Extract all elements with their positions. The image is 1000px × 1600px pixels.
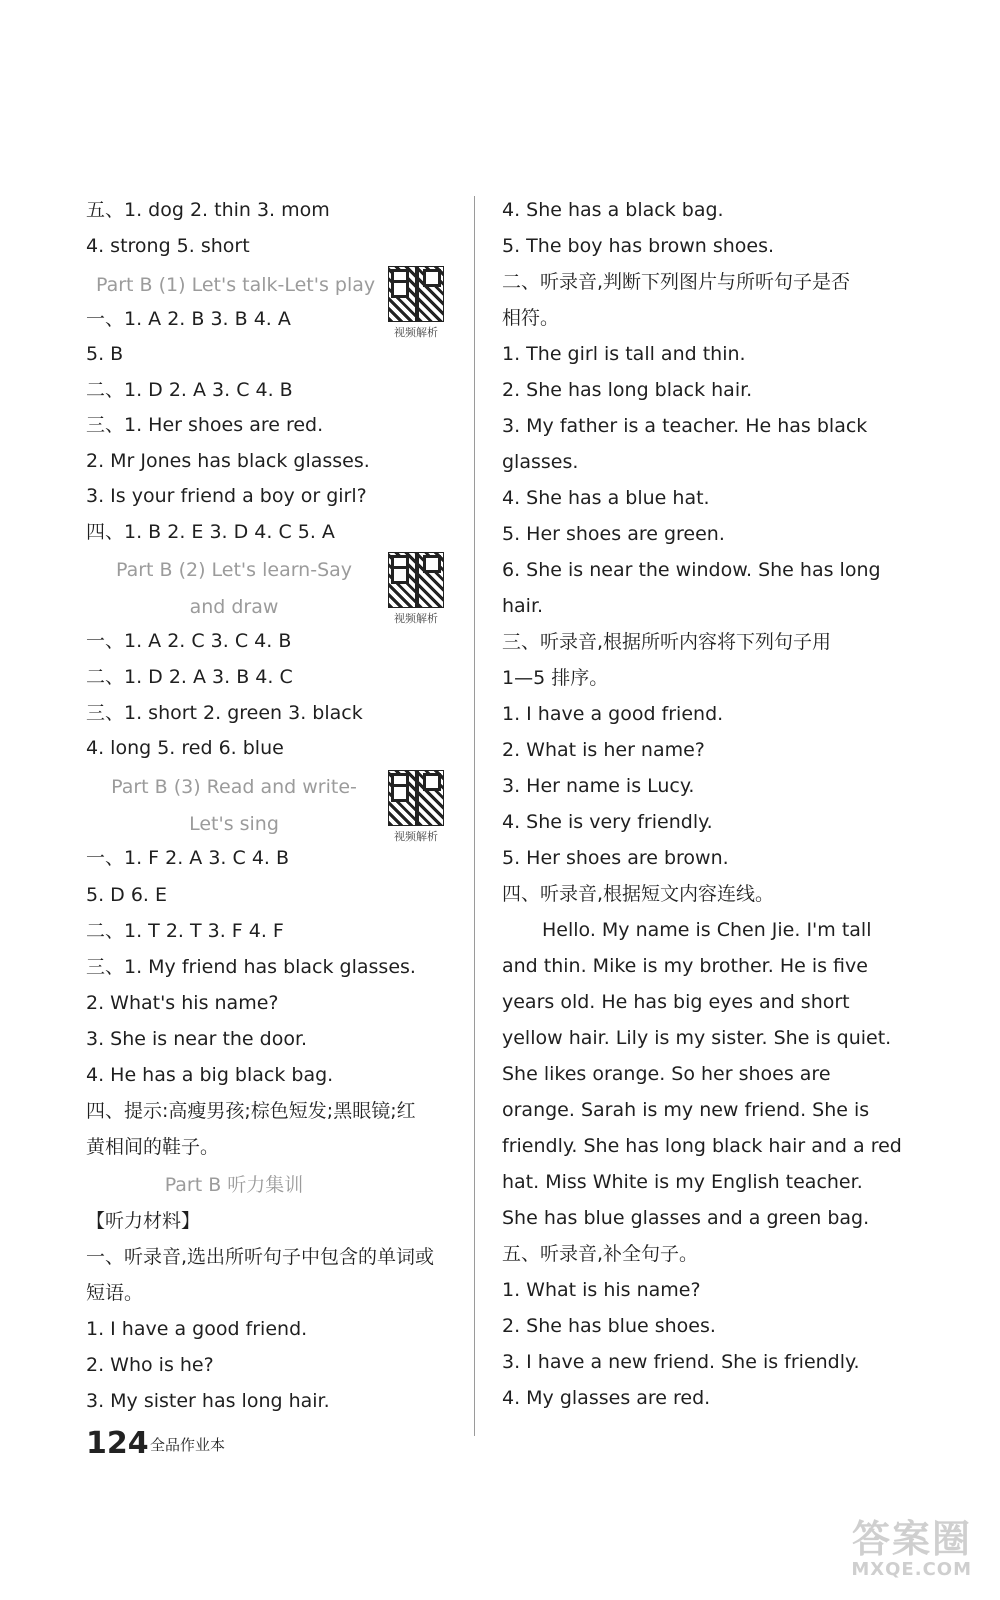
watermark-site: MXQE.COM [851, 1559, 972, 1580]
passage-line: hat. Miss White is my English teacher. [502, 1171, 863, 1193]
answer-line: 2. What's his name? [86, 992, 279, 1014]
text-line: 6. She is near the window. She has long [502, 559, 881, 581]
text-line: 5. Her shoes are green. [502, 523, 725, 545]
passage-line: She has blue glasses and a green bag. [502, 1207, 870, 1229]
answer-line: 三、1. Her shoes are red. [86, 414, 324, 436]
qr-code-icon[interactable] [388, 770, 444, 846]
qr-code-icon[interactable] [388, 266, 444, 342]
answer-line: 4. He has a big black bag. [86, 1064, 334, 1086]
text-line: 1. What is his name? [502, 1279, 701, 1301]
passage-line: orange. Sarah is my new friend. She is [502, 1099, 870, 1121]
answer-line: 二、1. D 2. A 3. B 4. C [86, 666, 293, 688]
text-line: 5. The boy has brown shoes. [502, 235, 775, 257]
passage-line: She likes orange. So her shoes are [502, 1063, 831, 1085]
section-heading-partb3: Part B (3) Read and write- [111, 776, 357, 798]
text-line: 3. I have a new friend. She is friendly. [502, 1351, 860, 1373]
question-line: 四、听录音,根据短文内容连线。 [502, 883, 775, 905]
section-heading-partb1: Part B (1) Let's talk-Let's play [96, 274, 376, 296]
section-heading-listening: Part B 听力集训 [164, 1174, 304, 1196]
section-heading-partb2-cont: and draw [189, 596, 279, 618]
question-line: 五、听录音,补全句子。 [502, 1243, 699, 1265]
text-line: 4. She is very friendly. [502, 811, 713, 833]
question-line: 相符。 [502, 307, 560, 329]
answer-line: 3. She is near the door. [86, 1028, 308, 1050]
text-line: 2. She has long black hair. [502, 379, 753, 401]
text-line: 2. What is her name? [502, 739, 705, 761]
answer-line: 4. long 5. red 6. blue [86, 737, 284, 759]
text-line: 4. My glasses are red. [502, 1387, 711, 1409]
section-heading-partb2: Part B (2) Let's learn-Say [115, 559, 353, 581]
answer-line: 二、1. T 2. T 3. F 4. F [86, 920, 284, 942]
watermark-logo [812, 1518, 972, 1582]
passage-line: friendly. She has long black hair and a red [502, 1135, 902, 1157]
passage-line: yellow hair. Lily is my sister. She is quiet. [502, 1027, 892, 1049]
watermark-main: 答案圈 [851, 1517, 972, 1561]
text-line: 4. She has a black bag. [502, 199, 724, 221]
answer-line: 二、1. D 2. A 3. C 4. B [86, 379, 293, 401]
answer-line: 一、1. F 2. A 3. C 4. B [86, 847, 290, 869]
question-line: 三、听录音,根据所听内容将下列句子用 [502, 631, 832, 653]
qr-label: 视频解析 [394, 326, 438, 339]
answer-line: 5. D 6. E [86, 884, 168, 906]
passage-line: and thin. Mike is my brother. He is five [502, 955, 868, 977]
answer-line: 黄相间的鞋子。 [86, 1136, 220, 1158]
text-line: hair. [502, 595, 544, 617]
brand-label: 全品作业本 [150, 1436, 226, 1454]
answer-line: 3. Is your friend a boy or girl? [86, 485, 367, 507]
answer-line: 一、1. A 2. C 3. C 4. B [86, 630, 292, 652]
text-line: 1. The girl is tall and thin. [502, 343, 746, 365]
answer-line: 四、1. B 2. E 3. D 4. C 5. A [86, 521, 335, 543]
answer-line: 2. Who is he? [86, 1354, 214, 1376]
listening-material-label: 【听力材料】 [86, 1210, 201, 1232]
question-line: 二、听录音,判断下列图片与所听句子是否 [502, 271, 851, 293]
answer-line: 1. I have a good friend. [86, 1318, 308, 1340]
answer-line: 四、提示:高瘦男孩;棕色短发;黑眼镜;红 [86, 1100, 416, 1122]
page-number: 124 [86, 1426, 149, 1461]
text-line: glasses. [502, 451, 579, 473]
column-divider [474, 196, 475, 1436]
answer-line: 一、1. A 2. B 3. B 4. A [86, 308, 291, 330]
qr-label: 视频解析 [394, 612, 438, 625]
answer-line: 五、1. dog 2. thin 3. mom [86, 199, 330, 221]
text-line: 3. Her name is Lucy. [502, 775, 695, 797]
answer-line: 2. Mr Jones has black glasses. [86, 450, 370, 472]
text-line: 1. I have a good friend. [502, 703, 724, 725]
answer-line: 4. strong 5. short [86, 235, 250, 257]
answer-line: 三、1. short 2. green 3. black [86, 702, 363, 724]
qr-label: 视频解析 [394, 830, 438, 843]
question-line: 一、听录音,选出所听句子中包含的单词或 [86, 1246, 435, 1268]
answer-line: 5. B [86, 343, 124, 365]
passage-line: years old. He has big eyes and short [502, 991, 850, 1013]
passage-line: Hello. My name is Chen Jie. I'm tall [542, 919, 872, 941]
answer-line: 3. My sister has long hair. [86, 1390, 330, 1412]
text-line: 3. My father is a teacher. He has black [502, 415, 868, 437]
text-line: 2. She has blue shoes. [502, 1315, 716, 1337]
question-line: 1—5 排序。 [502, 667, 609, 689]
section-heading-partb3-cont: Let's sing [189, 813, 279, 835]
question-line: 短语。 [86, 1282, 144, 1304]
text-line: 5. Her shoes are brown. [502, 847, 729, 869]
answer-line: 三、1. My friend has black glasses. [86, 956, 416, 978]
text-line: 4. She has a blue hat. [502, 487, 710, 509]
qr-code-icon[interactable] [388, 552, 444, 628]
